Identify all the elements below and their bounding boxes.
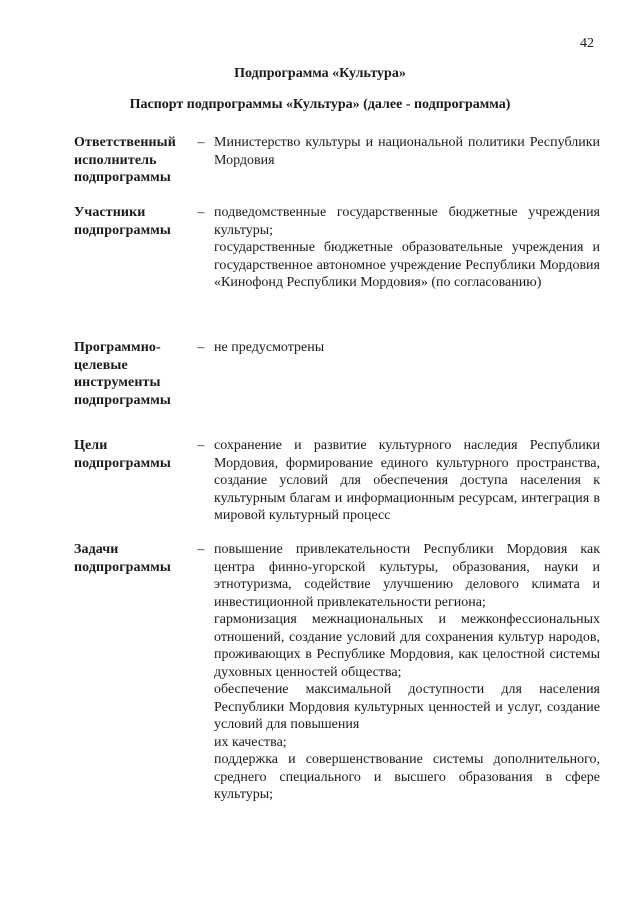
row-label-line: инструменты — [74, 375, 161, 390]
row-label — [74, 204, 192, 239]
row-label-line: подпрограммы — [74, 455, 171, 471]
row-paragraph: гармонизация межнациональных и межконфессиональных отношений, создание условий для сохранения культур народов, проживающих в Республике Мордовия, как целостной системы духовных ценностей общества; — [214, 612, 600, 680]
row-value — [214, 541, 600, 804]
row-dash: – — [197, 340, 205, 355]
row-label — [74, 541, 192, 576]
row-label-line: Ответственный — [74, 135, 176, 150]
row-label-line: подпрограммы — [74, 559, 171, 575]
row-dash: – — [197, 135, 205, 150]
row-label — [74, 437, 192, 472]
row-dash: – — [197, 542, 205, 557]
row-value — [214, 134, 600, 169]
row-label-line: Цели — [74, 438, 108, 453]
row-label-line: подпрограммы — [74, 170, 171, 185]
row-label — [74, 339, 192, 409]
row-paragraph: поддержка и совершенствование системы дополнительного, среднего специального и высшего образования в сфере культуры; — [214, 752, 600, 802]
row-label-line: Задачи — [74, 542, 119, 557]
row-label-line: Участники — [74, 205, 146, 220]
row-paragraph: обеспечение максимальной доступности для населения Республики Мордовия культурных ценностей и услуг, создание условий для повышения — [214, 682, 600, 732]
row-paragraph: Министерство культуры и национальной политики Республики Мордовия — [214, 135, 600, 168]
row-dash: – — [197, 205, 205, 220]
page-title: Подпрограмма «Культура» — [234, 66, 406, 81]
row-label-line: Программно- — [74, 340, 161, 355]
row-paragraph: подведомственные государственные бюджетные учреждения культуры; — [214, 205, 600, 238]
row-paragraph: повышение привлекательности Республики Мордовия как центра финно-угорской культуры, образования, науки и этнотуризма, содействие улучшению делового климата и инвестиционной привлекательности региона; — [214, 542, 600, 610]
row-paragraph: сохранение и развитие культурного наследия Республики Мордовия, формирование единого культурного пространства, создание условий для обеспечения доступа населения к культурным благам и информационным ресурсам, интеграция в мировой культурный процесс — [214, 438, 600, 523]
row-paragraph: не предусмотрены — [214, 340, 325, 355]
row-paragraph: государственные бюджетные образовательные учреждения и государственное автономное учреждение Республики Мордовия «Кинофонд Республики Мордовия» (по согласованию) — [214, 240, 600, 290]
row-dash: – — [197, 438, 205, 453]
row-label-line: целевые — [74, 357, 128, 373]
page-number: 42 — [580, 36, 594, 51]
row-value — [214, 437, 600, 525]
row-label — [74, 134, 192, 187]
row-label-line: исполнитель — [74, 152, 157, 168]
row-value — [214, 339, 600, 357]
row-label-line: подпрограммы — [74, 222, 171, 238]
row-value — [214, 204, 600, 292]
row-label-line: подпрограммы — [74, 392, 171, 408]
passport-heading: Паспорт подпрограммы «Культура» (далее - подпрограмма) — [129, 97, 511, 112]
row-paragraph: их качества; — [214, 734, 287, 750]
